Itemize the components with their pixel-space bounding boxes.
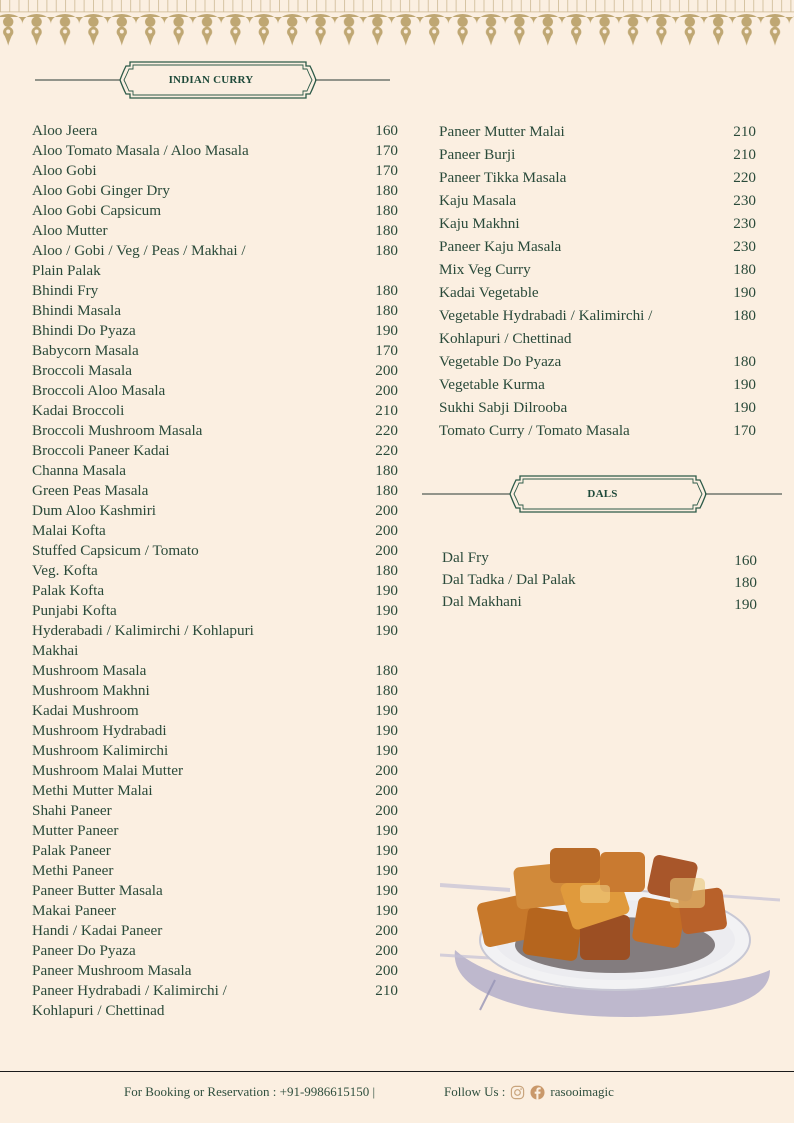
dish-name: Dal Makhani	[442, 593, 522, 610]
dish-price: 180	[375, 282, 398, 299]
dish-name: Kohlapuri / Chettinad	[32, 1002, 165, 1019]
dish-name: Vegetable Do Pyaza	[439, 353, 562, 370]
menu-item	[32, 141, 398, 161]
dish-name: Tomato Curry / Tomato Masala	[439, 422, 630, 439]
dish-price: 200	[375, 782, 398, 799]
dish-price: 200	[375, 802, 398, 819]
dish-name: Mix Veg Curry	[439, 261, 531, 278]
menu-item	[439, 304, 756, 327]
dish-name: Broccoli Aloo Masala	[32, 382, 166, 399]
menu-item	[32, 721, 398, 741]
menu-item	[32, 421, 398, 441]
menu-item	[32, 701, 398, 721]
dish-name: Mushroom Hydrabadi	[32, 722, 167, 739]
menu-item	[32, 921, 398, 941]
section-title: INDIAN CURRY	[168, 74, 254, 86]
menu-item	[32, 261, 398, 281]
menu-item	[32, 661, 398, 681]
dish-name: Punjabi Kofta	[32, 602, 117, 619]
menu-item	[32, 641, 398, 661]
dish-name: Makhai	[32, 642, 79, 659]
dish-name: Mushroom Malai Mutter	[32, 762, 184, 779]
menu-item	[32, 521, 398, 541]
menu-item	[439, 120, 756, 143]
dish-name: Shahi Paneer	[32, 802, 112, 819]
paneer-dish-illustration	[440, 840, 780, 1030]
menu-item	[439, 235, 756, 258]
dish-price: 190	[733, 376, 756, 393]
dish-price: 200	[375, 502, 398, 519]
dish-price: 200	[375, 922, 398, 939]
menu-list-indian-curry-right	[439, 120, 756, 442]
menu-item	[32, 941, 398, 961]
menu-item	[32, 501, 398, 521]
menu-item	[439, 373, 756, 396]
dish-name: Bhindi Masala	[32, 302, 122, 319]
menu-list-dals	[442, 547, 757, 613]
menu-item	[32, 981, 398, 1001]
dish-price: 190	[375, 742, 398, 759]
menu-item	[32, 881, 398, 901]
menu-item	[32, 221, 398, 241]
dish-name: Mushroom Masala	[32, 662, 147, 679]
section-header-dals	[420, 474, 785, 514]
dish-price: 190	[375, 882, 398, 899]
dish-name: Methi Mutter Malai	[32, 782, 153, 799]
dish-price	[358, 1001, 398, 1021]
dish-price: 190	[733, 399, 756, 416]
menu-item	[32, 361, 398, 381]
dish-name: Mutter Paneer	[32, 822, 119, 839]
menu-item	[439, 396, 756, 419]
menu-item	[32, 561, 398, 581]
dish-price	[358, 261, 398, 281]
dish-name: Dal Tadka / Dal Palak	[442, 571, 576, 588]
dish-name: Paneer Butter Masala	[32, 882, 163, 899]
menu-item	[439, 212, 756, 235]
dish-price: 180	[734, 574, 757, 591]
dish-name: Aloo / Gobi / Veg / Peas / Makhai /	[32, 242, 246, 259]
menu-item	[32, 581, 398, 601]
menu-item	[439, 327, 756, 350]
menu-item	[32, 801, 398, 821]
dish-price: 180	[375, 242, 398, 259]
dish-name: Mushroom Kalimirchi	[32, 742, 169, 759]
dish-name: Palak Paneer	[32, 842, 111, 859]
dish-price: 190	[375, 842, 398, 859]
dish-price: 190	[733, 284, 756, 301]
top-decorative-border	[0, 0, 794, 50]
dish-price: 180	[733, 307, 756, 324]
dish-price: 170	[375, 142, 398, 159]
dish-name: Aloo Tomato Masala / Aloo Masala	[32, 142, 249, 159]
dish-price: 200	[375, 762, 398, 779]
dish-name: Aloo Gobi Capsicum	[32, 202, 162, 219]
dish-name: Hyderabadi / Kalimirchi / Kohlapuri	[32, 622, 254, 639]
dish-name: Bhindi Fry	[32, 282, 99, 299]
dish-name: Aloo Gobi	[32, 162, 97, 179]
menu-item	[442, 569, 757, 591]
dish-name: Broccoli Masala	[32, 362, 132, 379]
dish-price: 190	[375, 722, 398, 739]
dish-name: Paneer Mutter Malai	[439, 123, 565, 140]
dish-name: Bhindi Do Pyaza	[32, 322, 136, 339]
menu-item	[32, 281, 398, 301]
menu-item	[439, 166, 756, 189]
dish-price: 210	[733, 123, 756, 140]
menu-item	[439, 281, 756, 304]
menu-item	[32, 761, 398, 781]
menu-item	[442, 547, 757, 569]
menu-item	[32, 181, 398, 201]
dish-name: Kohlapuri / Chettinad	[439, 330, 572, 347]
dish-price: 190	[375, 862, 398, 879]
dish-price: 180	[375, 302, 398, 319]
dish-price: 190	[375, 602, 398, 619]
menu-item	[32, 461, 398, 481]
dish-price: 170	[733, 422, 756, 439]
dish-name: Plain Palak	[32, 262, 101, 279]
menu-item	[32, 381, 398, 401]
dish-name: Handi / Kadai Paneer	[32, 922, 163, 939]
menu-item	[32, 441, 398, 461]
dish-name: Sukhi Sabji Dilrooba	[439, 399, 568, 416]
menu-item	[32, 121, 398, 141]
menu-item	[32, 541, 398, 561]
dish-name: Kadai Mushroom	[32, 702, 139, 719]
dish-price: 160	[734, 552, 757, 569]
social-follow	[444, 1084, 614, 1100]
dish-price: 180	[733, 261, 756, 278]
dish-price: 200	[375, 362, 398, 379]
section-title: DALS	[587, 488, 618, 500]
dish-price: 210	[375, 982, 398, 999]
menu-item	[32, 961, 398, 981]
menu-item	[32, 241, 398, 261]
dish-name: Kaju Masala	[439, 192, 517, 209]
dish-price: 190	[375, 322, 398, 339]
dish-price: 210	[733, 146, 756, 163]
dish-name: Paneer Do Pyaza	[32, 942, 136, 959]
dish-price: 200	[375, 962, 398, 979]
dish-name: Kadai Vegetable	[439, 284, 539, 301]
dish-price: 200	[375, 522, 398, 539]
dish-price: 220	[375, 442, 398, 459]
dish-price: 180	[375, 562, 398, 579]
dish-name: Aloo Gobi Ginger Dry	[32, 182, 170, 199]
dish-price: 180	[375, 682, 398, 699]
dish-price: 200	[375, 382, 398, 399]
dish-price: 190	[375, 622, 398, 639]
dish-name: Makai Paneer	[32, 902, 116, 919]
dish-name: Dum Aloo Kashmiri	[32, 502, 157, 519]
dish-price: 200	[375, 542, 398, 559]
dish-name: Broccoli Mushroom Masala	[32, 422, 203, 439]
menu-item	[439, 350, 756, 373]
dish-name: Kaju Makhni	[439, 215, 520, 232]
dish-price: 180	[375, 202, 398, 219]
menu-item	[32, 401, 398, 421]
dish-price: 160	[375, 122, 398, 139]
instagram-icon[interactable]	[510, 1085, 525, 1100]
dish-price: 180	[375, 482, 398, 499]
dish-name: Mushroom Makhni	[32, 682, 150, 699]
dish-price: 220	[733, 169, 756, 186]
menu-item	[439, 258, 756, 281]
dish-price: 180	[733, 353, 756, 370]
dish-price: 180	[375, 662, 398, 679]
dish-price: 170	[375, 342, 398, 359]
dish-price: 190	[734, 596, 757, 613]
dish-name: Channa Masala	[32, 462, 127, 479]
dish-price: 170	[375, 162, 398, 179]
dish-name: Aloo Jeera	[32, 122, 98, 139]
dish-price: 190	[375, 702, 398, 719]
menu-item	[442, 591, 757, 613]
booking-contact: For Booking or Reservation : +91-9986615150 |	[124, 1084, 376, 1099]
menu-item	[32, 781, 398, 801]
dish-price: 200	[375, 942, 398, 959]
menu-item	[32, 681, 398, 701]
dish-price: 180	[375, 222, 398, 239]
dish-name: Dal Fry	[442, 549, 489, 566]
dish-name: Kadai Broccoli	[32, 402, 125, 419]
dish-name: Methi Paneer	[32, 862, 114, 879]
dish-price: 210	[375, 402, 398, 419]
menu-item	[32, 301, 398, 321]
menu-item	[32, 321, 398, 341]
menu-item	[32, 481, 398, 501]
dish-price	[358, 641, 398, 661]
menu-item	[439, 143, 756, 166]
menu-item	[32, 601, 398, 621]
menu-item	[32, 741, 398, 761]
dish-name: Palak Kofta	[32, 582, 105, 599]
dish-name: Vegetable Hydrabadi / Kalimirchi /	[439, 307, 653, 324]
dish-name: Paneer Hydrabadi / Kalimirchi /	[32, 982, 227, 999]
menu-item	[32, 901, 398, 921]
dish-price: 180	[375, 182, 398, 199]
dish-name: Paneer Tikka Masala	[439, 169, 567, 186]
menu-item	[32, 861, 398, 881]
dish-price: 190	[375, 582, 398, 599]
dish-name: Malai Kofta	[32, 522, 106, 539]
follow-label: Follow Us :	[444, 1084, 506, 1099]
dish-price: 190	[375, 822, 398, 839]
dish-price	[716, 327, 756, 350]
dish-price: 190	[375, 902, 398, 919]
menu-item	[32, 1001, 398, 1021]
dish-name: Paneer Burji	[439, 146, 516, 163]
dish-name: Veg. Kofta	[32, 562, 98, 579]
dish-name: Babycorn Masala	[32, 342, 139, 359]
menu-item	[32, 161, 398, 181]
dish-name: Green Peas Masala	[32, 482, 149, 499]
social-handle[interactable]: rasooimagic	[550, 1084, 614, 1099]
facebook-icon[interactable]	[530, 1085, 545, 1100]
section-header-indian-curry	[30, 60, 395, 100]
dish-price: 230	[733, 192, 756, 209]
dish-name: Stuffed Capsicum / Tomato	[32, 542, 199, 559]
dish-name: Aloo Mutter	[32, 222, 108, 239]
dish-name: Paneer Mushroom Masala	[32, 962, 192, 979]
menu-item	[32, 841, 398, 861]
dish-price: 220	[375, 422, 398, 439]
menu-item	[32, 821, 398, 841]
dish-price: 230	[733, 238, 756, 255]
dish-price: 180	[375, 462, 398, 479]
menu-item	[32, 341, 398, 361]
menu-item	[32, 621, 398, 641]
footer-divider	[0, 1071, 794, 1072]
menu-item	[439, 419, 756, 442]
menu-item	[439, 189, 756, 212]
dish-name: Broccoli Paneer Kadai	[32, 442, 170, 459]
dish-name: Vegetable Kurma	[439, 376, 545, 393]
menu-item	[32, 201, 398, 221]
dish-price: 230	[733, 215, 756, 232]
menu-list-indian-curry-left	[32, 121, 398, 1021]
dish-name: Paneer Kaju Masala	[439, 238, 562, 255]
